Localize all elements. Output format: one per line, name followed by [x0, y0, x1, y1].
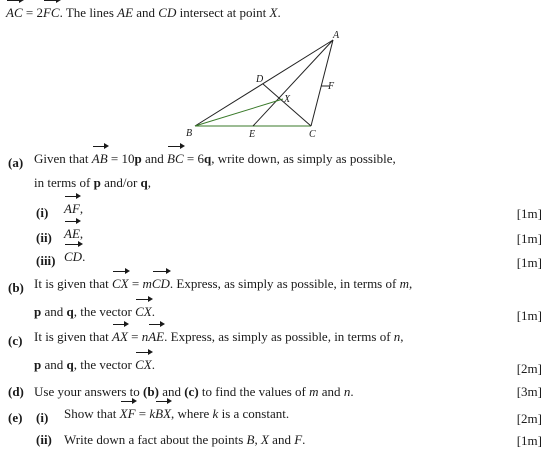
vector-ae: AE: [148, 322, 164, 343]
part-e-label: (e): [8, 410, 23, 425]
part-b-line2: p and q, the vector CX.: [34, 297, 155, 320]
vector-ab: AB: [92, 144, 108, 165]
part-b-line1: It is given that CX = mCD. Express, as simply as possible, in terms of m,: [34, 269, 412, 292]
part-b-label: (b): [8, 280, 24, 295]
part-c-line1: It is given that AX = nAE. Express, as simply as possible, in terms of n,: [34, 322, 404, 345]
triangle-diagram: [0, 0, 550, 145]
point-c-label: C: [309, 129, 316, 140]
point-a-label: A: [333, 30, 340, 41]
vector-cd: CD: [152, 269, 170, 290]
part-a-ii-vector: AE,: [64, 219, 83, 242]
line-ae: [253, 40, 333, 126]
part-d-label: (d): [8, 384, 24, 399]
line-ab: [195, 40, 333, 126]
part-e-i-number: (i): [36, 410, 49, 425]
part-e-ii-number: (ii): [36, 432, 52, 447]
vector-ax: AX: [112, 322, 128, 343]
part-e-i-marks: [2m]: [516, 411, 542, 426]
vector-ac: AC: [6, 0, 23, 19]
point-d-label: D: [256, 74, 264, 85]
part-e-i-line: Show that XF = kBX, where k is a constant.: [64, 399, 289, 422]
part-d-line: Use your answers to (b) and (c) to find the values of m and n.: [34, 384, 354, 399]
part-a-i-vector: AF,: [64, 194, 83, 217]
vector-fc: FC: [43, 0, 60, 19]
part-a-label: (a): [8, 155, 24, 170]
part-a-ii-number: (ii): [36, 230, 52, 245]
part-a-ii-marks: [1m]: [516, 231, 542, 246]
vector-cx: CX: [112, 269, 129, 290]
part-c-marks: [2m]: [516, 361, 542, 376]
part-c-label: (c): [8, 333, 23, 348]
line-bx: [195, 99, 283, 126]
part-c-line2: p and q, the vector CX.: [34, 350, 155, 373]
vector-bx: BX: [155, 399, 171, 420]
vector-bc: BC: [167, 144, 184, 165]
part-b-marks: [1m]: [516, 308, 542, 323]
part-a-i-marks: [1m]: [516, 206, 542, 221]
point-b-label: B: [186, 128, 193, 139]
part-a-iii-vector: CD.: [64, 242, 85, 265]
part-a-stem: Given that AB = 10p and BC = 6q, write down, as simply as possible,: [34, 144, 396, 167]
part-a-iii-marks: [1m]: [516, 255, 542, 270]
intro-line: AC = 2FC. The lines AE and CD intersect at point X.: [6, 0, 281, 21]
point-x-label: X: [284, 94, 291, 105]
vector-xf: XF: [120, 399, 136, 420]
part-d-marks: [3m]: [516, 384, 542, 399]
point-f-label: F: [328, 81, 335, 92]
part-e-ii-marks: [1m]: [516, 433, 542, 448]
part-a-i-number: (i): [36, 205, 49, 220]
part-a-iii-number: (iii): [36, 253, 56, 268]
point-e-label: E: [249, 129, 256, 140]
part-a-stem-line2: in terms of p and/or q,: [34, 175, 152, 190]
part-e-ii-line: Write down a fact about the points B, X and F.: [64, 432, 306, 447]
line-cd: [263, 84, 311, 126]
